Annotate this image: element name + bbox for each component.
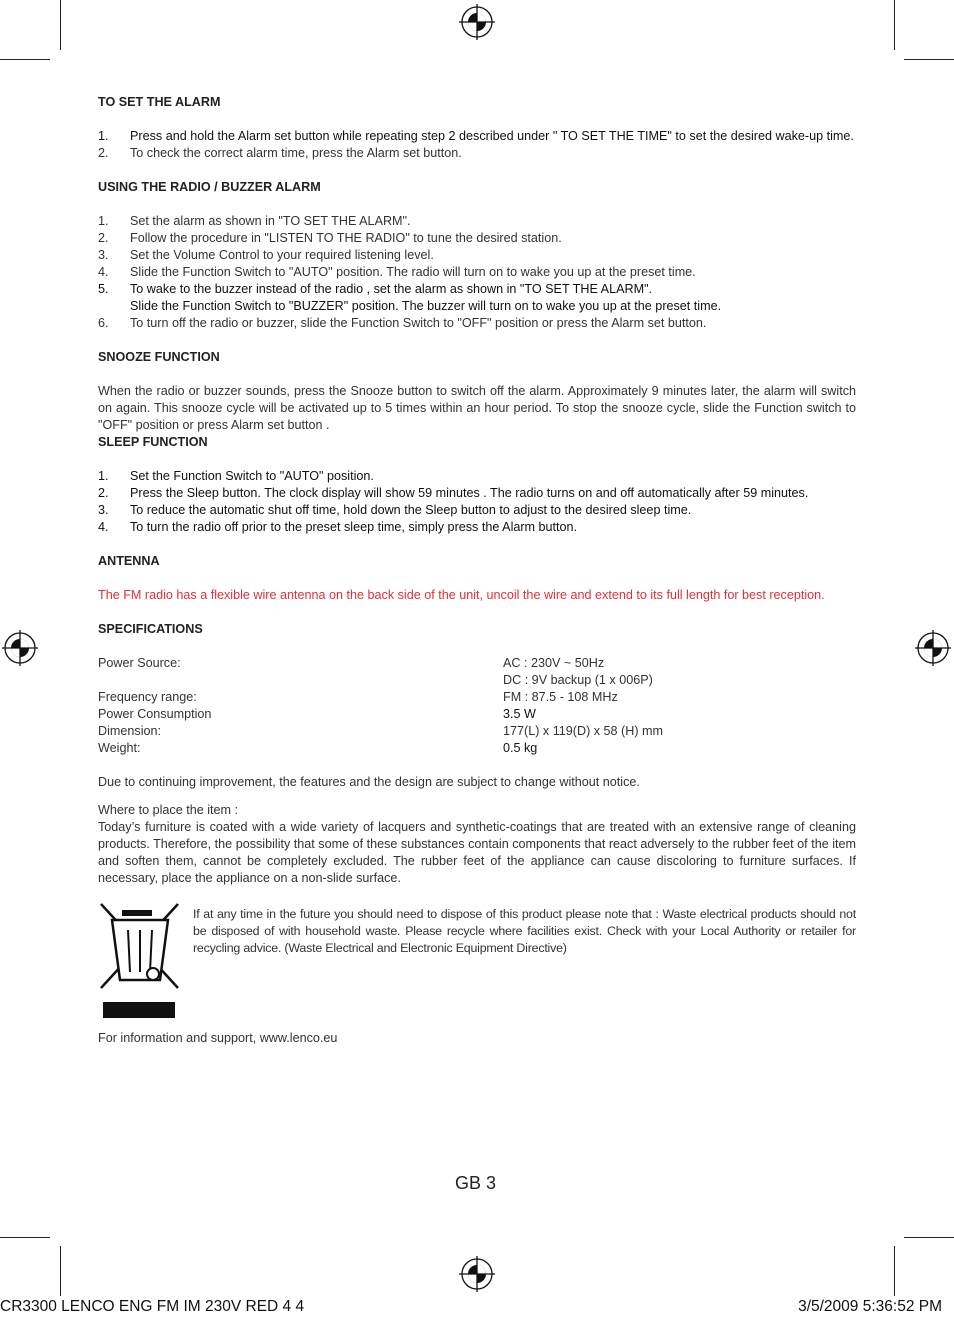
crop-mark: [60, 1246, 61, 1296]
spec-row: DC : 9V backup (1 x 006P): [503, 673, 653, 687]
spec-row: Power Source: AC : 230V ~ 50Hz: [98, 656, 605, 670]
antenna-paragraph: The FM radio has a flexible wire antenna on the back side of the unit, uncoil the wire and extend to its full length for best reception.: [98, 588, 825, 602]
page-number: GB 3: [455, 1173, 497, 1193]
list-item: 2. To check the correct alarm time, press the Alarm set button.: [98, 146, 462, 160]
list-item: 1. Set the Function Switch to "AUTO" position.: [98, 469, 374, 483]
antenna-heading: ANTENNA: [98, 554, 160, 568]
list-item: 3. To reduce the automatic shut off time, hold down the Sleep button to adjust to the desired sleep time.: [98, 503, 692, 517]
print-slug-filename: CR3300 LENCO ENG FM IM 230V RED 4 4: [0, 1298, 305, 1315]
crop-mark: [0, 59, 50, 60]
snooze-paragraph: When the radio or buzzer sounds, press the Snooze button to switch off the alarm. Approximately 9 minutes later, the alarm will switch on again. This snooze cycle will be activated up to 5 times within an hour period. To stop the snooze cycle, slide the Function switch to "OFF" position or press Alarm set button .: [98, 384, 856, 432]
crop-mark: [894, 1246, 895, 1296]
registration-mark-icon: [459, 1256, 495, 1292]
list-item: 1. Set the alarm as shown in "TO SET THE ALARM".: [98, 214, 411, 228]
crop-mark: [904, 59, 954, 60]
manual-page-content: [98, 94, 856, 1047]
list-item: 1. Press and hold the Alarm set button while repeating step 2 described under " TO SET THE TIME" to set the desired wake-up time.: [98, 129, 854, 143]
sleep-heading: SLEEP FUNCTION: [98, 435, 208, 449]
support-line: For information and support, www.lenco.eu: [98, 1031, 338, 1045]
registration-mark-icon: [915, 630, 951, 666]
list-item: 4. Slide the Function Switch to "AUTO" position. The radio will turn on to wake you up at the preset time.: [98, 265, 696, 279]
spec-row: Power Consumption 3.5 W: [98, 707, 536, 721]
list-item: 3. Set the Volume Control to your required listening level.: [98, 248, 434, 262]
crop-mark: [894, 0, 895, 50]
spec-row: Weight: 0.5 kg: [98, 741, 538, 755]
registration-mark-icon: [459, 4, 495, 40]
list-item: 4. To turn the radio off prior to the preset sleep time, simply press the Alarm button.: [98, 520, 578, 534]
registration-mark-icon: [2, 630, 38, 666]
weee-paragraph: If at any time in the future you should need to dispose of this product please note that : Waste electrical products should not be disposed of with household waste. Please recycle where facilities exist. Check with your Local Authority or retailer for recycling advice. (Waste Electrical and Electronic Equipment Directive): [193, 907, 856, 955]
print-slug-timestamp: 3/5/2009 5:36:52 PM: [798, 1298, 942, 1315]
spec-row: Frequency range: FM : 87.5 - 108 MHz: [98, 690, 618, 704]
snooze-heading: SNOOZE FUNCTION: [98, 350, 220, 364]
crop-mark: [60, 0, 61, 50]
crossed-out-wheelie-bin-icon: [98, 902, 182, 1022]
list-item: Slide the Function Switch to "BUZZER" position. The buzzer will turn on to wake you up at the preset time.: [130, 299, 722, 313]
list-item: 6. To turn off the radio or buzzer, slide the Function Switch to "OFF" position or press the Alarm set button.: [98, 316, 707, 330]
placement-paragraph: Today’s furniture is coated with a wide variety of lacquers and synthetic-coatings that are treated with an extensive range of cleaning products. Therefore, the possibility that some of these substances contain components that react adversely to the rubber feet of the item and soften them, cannot be completely excluded. The rubber feet of the appliance can cause discoloring to furniture surfaces. If necessary, place the appliance on a non-slide surface.: [98, 820, 856, 885]
list-item: 2. Press the Sleep button. The clock display will show 59 minutes . The radio turns on and off automatically after 59 minutes.: [98, 486, 809, 500]
crop-mark: [0, 1237, 50, 1238]
notice-paragraph: Due to continuing improvement, the features and the design are subject to change without notice.: [98, 775, 640, 789]
alarm-heading: TO SET THE ALARM: [98, 95, 221, 109]
placement-title: Where to place the item :: [98, 803, 238, 817]
spec-row: Dimension: 177(L) x 119(D) x 58 (H) mm: [98, 724, 664, 738]
crop-mark: [904, 1237, 954, 1238]
specifications-heading: SPECIFICATIONS: [98, 622, 203, 636]
radio-buzzer-heading: USING THE RADIO / BUZZER ALARM: [98, 180, 321, 194]
weee-section: [98, 902, 856, 1030]
list-item: 2. Follow the procedure in "LISTEN TO THE RADIO" to tune the desired station.: [98, 231, 562, 245]
list-item: 5. To wake to the buzzer instead of the radio , set the alarm as shown in "TO SET THE ALARM".: [98, 282, 653, 296]
